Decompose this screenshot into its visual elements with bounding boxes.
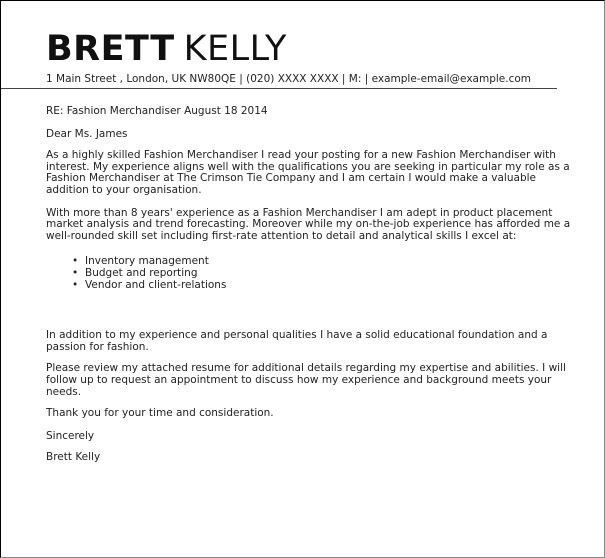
bullet-icon: • — [72, 278, 79, 291]
signature-name: Brett Kelly — [46, 451, 101, 464]
bullet-icon: • — [72, 255, 79, 268]
last-name: KELLY — [183, 29, 287, 69]
salutation: Dear Ms. James — [46, 127, 128, 140]
skill-label: Inventory management — [85, 255, 209, 268]
paragraph-thanks: Thank you for your time and consideration. — [46, 407, 274, 420]
contact-line: 1 Main Street , London, UK NW80QE | (020) XXXX XXXX | M: | example-email@example.com — [46, 73, 531, 85]
paragraph-intro: As a highly skilled Fashion Merchandiser I read your posting for a new Fashion Merchandiser with interest. My experience aligns well with the qualifications you are seeking in particular my role as a Fashion Merchandiser at The Crimson Tie Company and I am certain I would make a valuable addition to your organisation. — [46, 149, 570, 196]
list-item — [72, 280, 571, 292]
subject-line: RE: Fashion Merchandiser August 18 2014 — [46, 105, 268, 117]
closing: Sincerely — [46, 429, 95, 442]
letter-content — [46, 29, 571, 464]
applicant-name — [46, 29, 571, 69]
skill-label: Vendor and client-relations — [85, 278, 227, 291]
bullet-icon: • — [72, 266, 79, 279]
first-name: BRETT — [46, 29, 175, 69]
paragraph-followup: Please review my attached resume for additional details regarding my expertise and abilities. I will follow up to request an appointment to discuss how my experience and background meets your needs. — [46, 362, 566, 398]
paragraph-education: In addition to my experience and personal qualities I have a solid educational foundation and a passion for fashion. — [46, 329, 548, 353]
skills-list — [72, 256, 571, 291]
skill-label: Budget and reporting — [85, 266, 198, 279]
paragraph-experience: With more than 8 years' experience as a Fashion Merchandiser I am adept in product placement market analysis and trend forecasting. Moreover while my on-the-job experience has afforded me a well-rounded skill set including first-rate attention to detail and analytical skills I excel at: — [46, 206, 571, 242]
header-divider — [1, 88, 557, 89]
